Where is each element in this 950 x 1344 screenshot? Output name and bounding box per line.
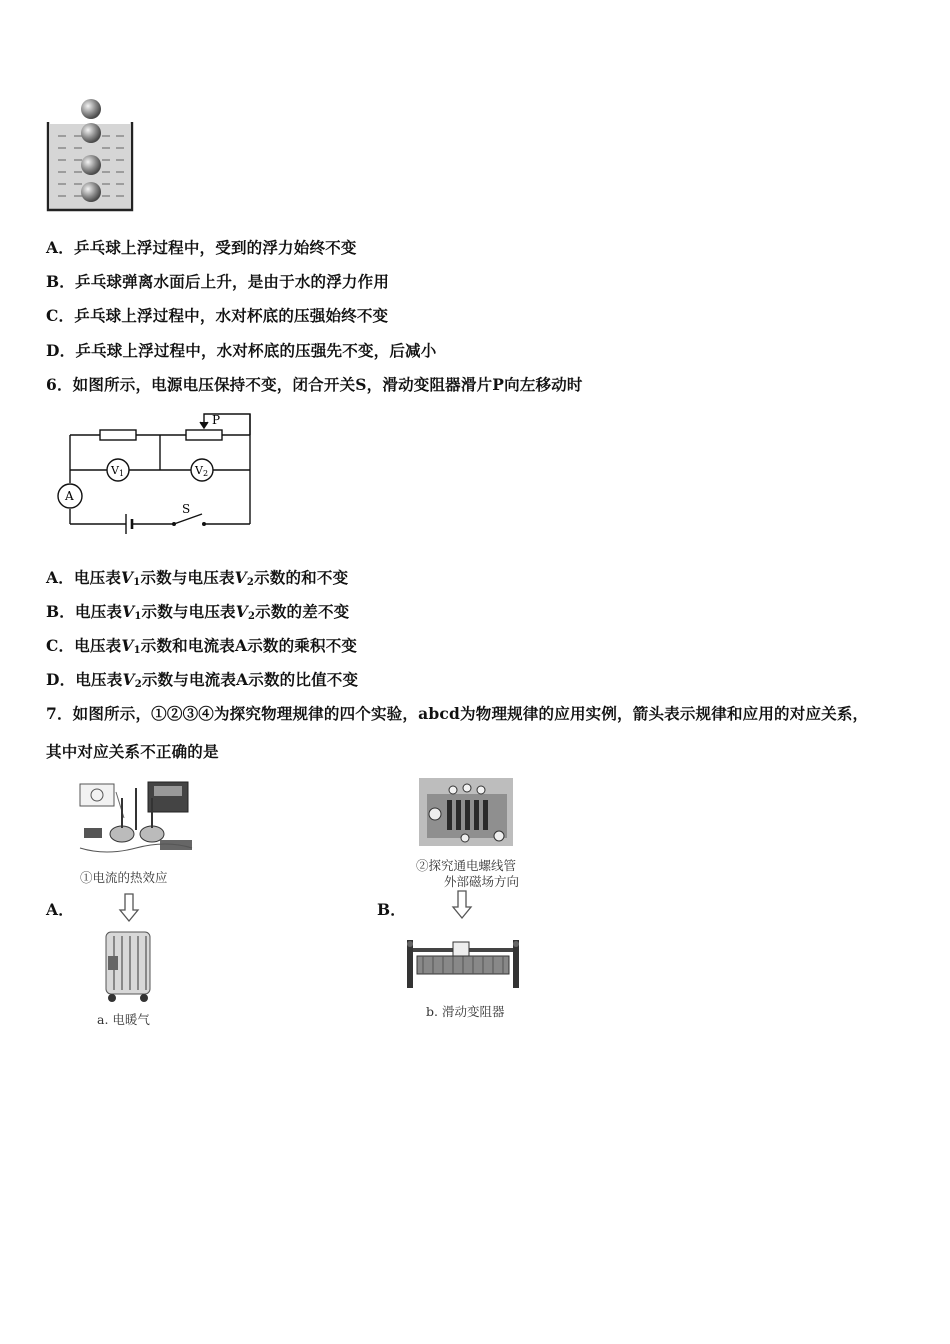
q7-stem-line2: 其中对应关系不正确的是 [46,742,219,761]
electric-heater-figure [102,926,154,1004]
q6-option-b: B．电压表$V_1$示数与电压表$V_2$示数的差不变 [46,602,350,622]
heat-effect-experiment-figure [76,778,194,866]
slider-p-label: P [212,413,221,427]
q5-option-c: C．乒乓球上浮过程中，水对杯底的压强始终不变 [46,306,389,325]
q6-option-a: A．电压表$V_1$示数与电压表$V_2$示数的和不变 [46,568,349,588]
q5-option-d: D．乒乓球上浮过程中，水对杯底的压强先不变，后减小 [46,341,437,360]
q6-option-c: C．电压表$V_1$示数和电流表A示数的乘积不变 [46,636,358,656]
beaker-figure [44,96,136,214]
application-b-caption: b. 滑动变阻器 [426,1004,505,1019]
q7-option-a-label: A． [46,900,74,919]
switch-label: S [182,502,191,516]
v2-label: V2 [195,464,209,478]
down-arrow-icon [118,893,140,923]
q5-option-a: A．乒乓球上浮过程中，受到的浮力始终不变 [46,238,357,257]
experiment-2-caption-line1: ②探究通电螺线管 [416,858,517,873]
application-a-caption: a. 电暖气 [97,1012,150,1027]
v1-label: V1 [111,464,125,478]
q5-option-b: B．乒乓球弹离水面后上升，是由于水的浮力作用 [46,272,390,291]
q7-option-b-label: B． [377,900,407,919]
down-arrow-icon [451,890,473,920]
experiment-2-caption-line2: 外部磁场方向 [444,874,520,889]
experiment-1-caption: ①电流的热效应 [80,870,168,885]
sliding-rheostat-figure [403,938,523,992]
q6-option-d: D．电压表$V_2$示数与电流表A示数的比值不变 [46,670,359,690]
solenoid-experiment-figure [417,774,515,850]
ammeter-label: A [65,489,74,503]
q7-stem-line1: 7．如图所示，①②③④为探究物理规律的四个实验，abcd为物理规律的应用实例，箭头表示规律和应用的对应关系， [46,704,869,723]
q6-stem: 6．如图所示，电源电压保持不变，闭合开关S，滑动变阻器滑片P向左移动时 [46,375,583,394]
circuit-diagram [56,408,256,532]
